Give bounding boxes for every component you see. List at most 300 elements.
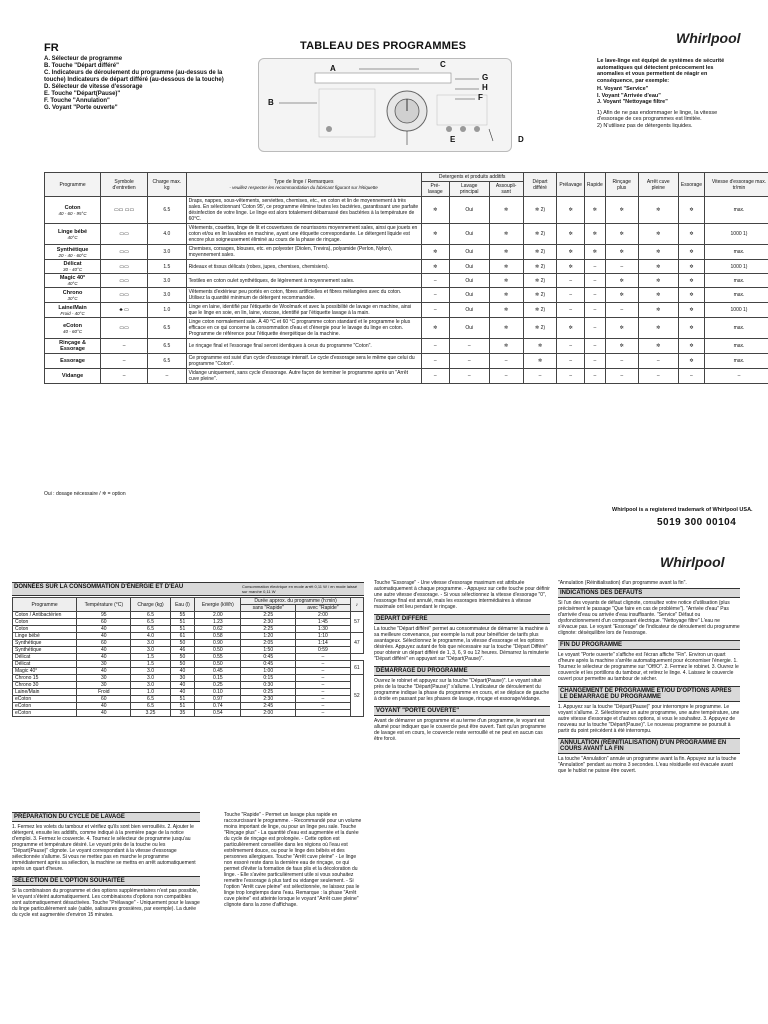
option-cell-lav: Oui xyxy=(449,224,489,245)
description-cell: Linge en laine, identifié par l'étiquette de Woolmark et avec la possibilité de lavage en machine, ainsi que le linge en soie, en lin, laine, viscose, identifié par l'étiquette lavage à la main. xyxy=(186,303,421,318)
option-cell-ass: – xyxy=(489,354,523,369)
option-cell-rp: – xyxy=(605,369,638,384)
option-cell-acp: ✲ xyxy=(638,245,678,260)
programme-temp: 40 - 60 - 95°C xyxy=(58,210,87,216)
option-cell-acp: ✲ xyxy=(638,274,678,288)
option-cell-acp: ✲ xyxy=(638,339,678,354)
option-cell-dep: – xyxy=(523,369,557,384)
col-type xyxy=(186,173,421,197)
option-cell-pre: – xyxy=(421,303,449,318)
consumption-cell: 2:30 xyxy=(241,619,296,626)
depart-title: DEPART DIFFERE xyxy=(374,614,550,624)
option-cell-r: – xyxy=(584,303,605,318)
consumption-cell: 40 xyxy=(170,682,195,689)
consumption-cell: 0.97 xyxy=(195,696,241,703)
consumption-cell: eCoton xyxy=(13,710,77,717)
care-symbol-cell: – xyxy=(101,339,148,354)
option-cell-dep: ✲ 2) xyxy=(523,274,557,288)
consumption-cell: Linge bébé xyxy=(13,633,77,640)
changement-text: 1. Appuyez sur la touche "Départ(Pause)" pour interrompre le programme. Le voyant s'allume. 2. Sélectionnez un autre programme, une autre température, une autre vitesse d'essorage et d'autres options, si vous le souhaitez. 3. Appuyez de nouveau sur la touche "Départ(Pause)". Le nouveau programme se poursuit à partir du point précédent à été interrompu. xyxy=(558,704,740,734)
consumption-title: DONNÉES SUR LA CONSOMMATION D'ÉNERGIE ET D'EAU xyxy=(14,584,184,590)
consumption-cell: Délicat xyxy=(13,654,77,661)
consumption-row xyxy=(13,682,364,689)
programme-row xyxy=(45,288,768,303)
option-cell-pre: ✲ xyxy=(421,197,449,224)
legend-item: C. Indicateurs de déroulement du programme (au-dessus de la touche) Indicateurs de départ différé (au-dessous de la touche) xyxy=(44,70,224,83)
option-cell-rp: – xyxy=(605,354,638,369)
consumption-cell: eCoton xyxy=(13,696,77,703)
consumption-row xyxy=(13,675,364,682)
option-cell-dep: ✲ 2) xyxy=(523,245,557,260)
consumption-cell: 40 xyxy=(77,703,131,710)
consumption-cell: 0.45 xyxy=(195,668,241,675)
option-cell-rp: – xyxy=(605,303,638,318)
charge-cell: 3.0 xyxy=(148,288,186,303)
programme-row xyxy=(45,303,768,318)
safety-item: I. Voyant "Arrivée d'eau" xyxy=(597,92,661,99)
description-cell: Rideaux et tissus délicats (robes, jupes, chemises, chemisiers). xyxy=(186,260,421,274)
care-symbol-cell: – xyxy=(101,354,148,369)
consumption-cell: 6.5 xyxy=(131,626,170,633)
option-cell-pre: ✲ xyxy=(421,260,449,274)
consumption-cell: 2:00 xyxy=(241,710,296,717)
consumption-cell: 6.5 xyxy=(131,696,170,703)
cons-col-duration: Durée approx. du programme (h:min) xyxy=(241,598,350,605)
option-cell-rp: ✲ xyxy=(605,224,638,245)
consumption-cell: – xyxy=(296,668,351,675)
consumption-row xyxy=(13,703,364,710)
option-cell-acp: ✲ xyxy=(638,288,678,303)
consumption-row xyxy=(13,668,364,675)
consumption-cell: 1:10 xyxy=(296,633,351,640)
charge-cell: 3.0 xyxy=(148,245,186,260)
page-title: TABLEAU DES PROGRAMMES xyxy=(300,40,467,52)
option-cell-ass: ✲ xyxy=(489,288,523,303)
programme-row xyxy=(45,339,768,354)
option-cell-ass: ✲ xyxy=(489,274,523,288)
programme-row xyxy=(45,245,768,260)
option-cell-vit: max. xyxy=(705,197,768,224)
safety-item: H. Voyant "Service" xyxy=(597,86,649,92)
consumption-cell: 30 xyxy=(77,682,131,689)
option-cell-p: – xyxy=(557,339,585,354)
consumption-cell: 51 xyxy=(170,626,195,633)
option-cell-rp: ✲ xyxy=(605,288,638,303)
legend-item: A. Sélecteur de programme xyxy=(44,56,123,62)
charge-cell: – xyxy=(148,369,186,384)
cons-col-energie: Energie (kWh) xyxy=(195,598,241,612)
option-cell-vit: – xyxy=(705,369,768,384)
depart-text: La touche "Départ différé" permet au consommateur de démarrer la machine à sa meilleure convenance, par exemple la nuit pour bénéficier de tarifs plus avantageux. Sélectionnez le programme, la vitesse d'essorage et les options désirées. Appuyez autant de fois que nécessaire sur la touche "Départ Différé" pour obtenir un départ différé de 1, 3, 6, 9 ou 12 heures. Démarrez la minuterie "Départ différé" en appuyant sur "Départ(Pause)". xyxy=(374,626,549,662)
defauts-title: INDICATIONS DES DEFAUTS xyxy=(558,588,740,598)
noise-icon: ♪ xyxy=(350,598,363,612)
porte-text: Avant de démarrer un programme et au terme d'un programme, le voyant est allumé pour indiquer que le couvercle peut être ouvert. Tant qu'un programme de lavage est en cours, le couvercle reste verrouillé et ne peut en aucun cas être forcé. xyxy=(374,718,547,742)
consumption-cell: 40 xyxy=(77,710,131,717)
panel-label-b: B xyxy=(268,98,274,107)
option-cell-acp: ✲ xyxy=(638,260,678,274)
consumption-cell: – xyxy=(296,710,351,717)
option-cell-p: – xyxy=(557,303,585,318)
demarrage-title: DÉMARRAGE DU PROGRAMME xyxy=(374,666,550,676)
consumption-cell: 2.00 xyxy=(195,612,241,619)
programme-label: Linge bébé xyxy=(58,228,88,235)
option-cell-dep: ✲ 2) xyxy=(523,197,557,224)
programme-name xyxy=(45,274,101,288)
option-cell-rp: ✲ xyxy=(605,339,638,354)
safety-footnote: 2) N'utilisez pas de détergents liquides. xyxy=(597,122,693,129)
panel-label-a: A xyxy=(330,64,336,73)
consumption-row xyxy=(13,619,364,626)
col-opt-rincage: Rinçage plus xyxy=(605,173,638,197)
panel-label-c: C xyxy=(440,60,446,69)
cons-col-charge: Charge (kg) xyxy=(131,598,170,612)
consumption-cell: – xyxy=(296,682,351,689)
brand-logo: Whirlpool xyxy=(676,30,741,46)
care-symbol-cell: ▭▭ xyxy=(101,245,148,260)
consumption-cell: 50 xyxy=(170,640,195,647)
option-cell-lav: Oui xyxy=(449,245,489,260)
consumption-row xyxy=(13,661,364,668)
defauts-text: Si l'un des voyants de défaut clignote, consultez votre notice d'utilisation (plus précisément le passage "Que faire en cas de problème"). "Arrivée d'eau" Pas d'arrivée d'eau ou arrivée d'eau insuffisante. "Service" Défaut ou dysfonctionnement d'un composant électrique. "Nettoyage filtre" L'eau ne s'évacue pas. Le voyant "Essorage" de l'indicateur de déroulement du programme clignote: déséquilibre lors de l'essorage. xyxy=(558,600,740,636)
option-cell-acp: ✲ xyxy=(638,224,678,245)
consumption-cell: 4.0 xyxy=(131,633,170,640)
option-cell-p: ✲ xyxy=(557,260,585,274)
option-cell-pre: – xyxy=(421,339,449,354)
option-cell-p: – xyxy=(557,274,585,288)
fin-title: FIN DU PROGRAMME xyxy=(558,640,740,650)
consumption-cell: 0:59 xyxy=(296,647,351,654)
consumption-cell: – xyxy=(296,661,351,668)
col-type-sub: - veuillez respecter les recommandation du fabricant figurant sur l'étiquette xyxy=(229,185,378,190)
care-symbol-cell: ▭▭ xyxy=(101,318,148,339)
option-cell-r: – xyxy=(584,369,605,384)
col-symbol: Symbole d'entretien xyxy=(101,173,148,197)
option-cell-dep: ✲ 2) xyxy=(523,260,557,274)
consumption-cell: 1.0 xyxy=(131,689,170,696)
option-cell-pre: ✲ xyxy=(421,245,449,260)
table-footnote: Oui : dosage nécessaire / ✲ = option xyxy=(44,491,126,497)
cons-col-temp: Température (°C) xyxy=(77,598,131,612)
care-symbol-cell: – xyxy=(101,369,148,384)
option-cell-rp: ✲ xyxy=(605,197,638,224)
description-cell: Vêtements d'extérieur peu portés en coton, fibres artificielles et fibres mélangées avec du coton. Utilisez la quantité minimum de détergent recommandée. xyxy=(186,288,421,303)
charge-cell: 4.0 xyxy=(148,224,186,245)
option-cell-lav: Oui xyxy=(449,288,489,303)
option-cell-lav: Oui xyxy=(449,303,489,318)
consumption-row xyxy=(13,647,364,654)
option-cell-ess: ✲ xyxy=(678,224,704,245)
consumption-cell: 1.5 xyxy=(131,654,170,661)
programme-temp: 40°C xyxy=(67,281,78,286)
consumption-cell: 0:30 xyxy=(241,682,296,689)
programme-label: Rinçage & Essorage xyxy=(59,340,86,352)
option-cell-rp: ✲ xyxy=(605,245,638,260)
consumption-cell: 2:45 xyxy=(241,703,296,710)
charge-cell: 6.5 xyxy=(148,318,186,339)
prep-text: 1. Fermez les volets du tambour et vérifiez qu'ils sont bien verrouillés. 2. Ajouter le détergent, ensuite les additifs, comme indiqué à la première page de la notice d'emploi. 3. Fermez le couvercle. 4. Tournez le sélecteur de programme jusqu'au programme et température désiré. Le voyant près de la touche ou les "Départ(Pause)" clignote. Le voyant correspondant à la vitesse d'essorage sélectionnée s'allume. Si vous ne mettez pas en marche le programme immédiatement après sa sélection, la machine se mettra en arrêt automatiquement après un quart d'heure. xyxy=(12,824,196,872)
col-detergents: Detergents et produits additifs xyxy=(421,173,523,182)
option-cell-ess: ✲ xyxy=(678,197,704,224)
consumption-cell: 0.74 xyxy=(195,703,241,710)
charge-cell: 1.0 xyxy=(148,303,186,318)
consumption-row xyxy=(13,710,364,717)
option-cell-rp: – xyxy=(605,260,638,274)
consumption-cell: 40 xyxy=(77,668,131,675)
option-cell-p: – xyxy=(557,288,585,303)
programme-temp: 20 - 40 - 60°C xyxy=(58,252,87,258)
noise-level-cell: 52 xyxy=(350,675,363,717)
consumption-row xyxy=(13,640,364,647)
programme-name xyxy=(45,303,101,318)
consumption-cell: 40 xyxy=(77,647,131,654)
consumption-cell: Coton xyxy=(13,626,77,633)
programme-row xyxy=(45,274,768,288)
consumption-cell: 6.5 xyxy=(131,703,170,710)
consumption-cell: 0.55 xyxy=(195,654,241,661)
option-cell-ass: ✲ xyxy=(489,197,523,224)
option-cell-rp: ✲ xyxy=(605,274,638,288)
safety-lead: Le lave-linge est équipé de systèmes de sécurité automatiques qui détectent précocement les anomalies et vous permettent de réagir en conséquence, par exemple: xyxy=(597,58,725,84)
description-cell: Ce programme est suivi d'un cycle d'essorage intensif. Le cycle d'essorage sera le même que celui du programme "Coton". xyxy=(186,354,421,369)
consumption-cell: 0:15 xyxy=(241,675,296,682)
programme-label: Vidange xyxy=(61,373,84,379)
consumption-cell: – xyxy=(296,654,351,661)
option-cell-ess: ✲ xyxy=(678,339,704,354)
programme-temp: 30°C xyxy=(67,295,78,301)
option-cell-vit: 1000 1) xyxy=(705,260,768,274)
legend-item: F. Touche "Annulation" xyxy=(44,98,110,104)
consumption-cell: 51 xyxy=(170,696,195,703)
care-symbol-cell: ▭▭ xyxy=(101,224,148,245)
cons-col-eau: Eau (l) xyxy=(170,598,195,612)
cons-col-programme: Programme xyxy=(13,598,77,612)
fin-text: Le voyant "Porte ouverte" s'affiche est l'écran affiche "Fin". Environ un quart d'heure après la machine s'arrête automatiquement pour économiser l'énergie. 1. Tournez le sélecteur de programme sur "Off/O". 2. Fermez le robinet. 3. Ouvrez le couvercle et les portillons du tambour, et retirez le linge. 4. Laissez le couvercle ouvert pour permettre au tambour de sécher. xyxy=(558,652,739,682)
option-cell-dep: ✲ 2) xyxy=(523,303,557,318)
programme-row xyxy=(45,354,768,369)
charge-cell: 6.5 xyxy=(148,354,186,369)
consumption-cell: 1:30 xyxy=(296,626,351,633)
consumption-cell: – xyxy=(296,703,351,710)
option-cell-ass: ✲ xyxy=(489,245,523,260)
consumption-cell: 30 xyxy=(77,675,131,682)
consumption-cell: 3.0 xyxy=(131,675,170,682)
left-column xyxy=(12,812,200,918)
annulation-title: ANNULATION (RÉINITIALISATION) D'UN PROGRAMME EN COURS AVANT LA FIN xyxy=(558,738,740,754)
brand-logo: Whirlpool xyxy=(660,554,725,570)
consumption-cell: 2:30 xyxy=(241,696,296,703)
consumption-cell: Laine/Main xyxy=(13,689,77,696)
consumption-cell: Délicat xyxy=(13,661,77,668)
option-cell-pre: – xyxy=(421,354,449,369)
part-number: 5019 300 00104 xyxy=(657,517,737,528)
consumption-cell: 0.54 xyxy=(195,710,241,717)
programme-row xyxy=(45,260,768,274)
option-cell-pre: – xyxy=(421,369,449,384)
safety-item: J. Voyant "Nettoyage filtre" xyxy=(597,99,668,105)
consumption-cell: eCoton xyxy=(13,703,77,710)
mid-column xyxy=(224,812,364,908)
instructions-sheet xyxy=(0,540,768,1024)
option-cell-ess: ✲ xyxy=(678,288,704,303)
programme-name xyxy=(45,224,101,245)
center-column xyxy=(374,580,550,742)
option-cell-r: – xyxy=(584,288,605,303)
option-cell-r: – xyxy=(584,339,605,354)
col-prelavage: Pré-lavage xyxy=(421,182,449,197)
programme-table xyxy=(44,172,768,384)
programme-name xyxy=(45,260,101,274)
programme-name xyxy=(45,197,101,224)
consumption-row xyxy=(13,654,364,661)
option-cell-ass: ✲ xyxy=(489,224,523,245)
programme-row xyxy=(45,369,768,384)
programme-label: Coton xyxy=(64,204,81,211)
option-cell-acp: ✲ xyxy=(638,318,678,339)
consumption-cell: 0.15 xyxy=(195,675,241,682)
col-vitesse: Vitesse d'essorage max. tr/min xyxy=(705,173,768,197)
consumption-cell: 6.5 xyxy=(131,619,170,626)
cons-col-avec: avec "Rapide" xyxy=(296,605,351,612)
consumption-cell: 1:45 xyxy=(296,619,351,626)
option-title: SÉLECTION DE L'OPTION SOUHAITÉE xyxy=(12,876,200,886)
panel-label-f: F xyxy=(478,93,483,102)
option-cell-p: ✲ xyxy=(557,245,585,260)
consumption-row xyxy=(13,626,364,633)
option-cell-ass: – xyxy=(489,369,523,384)
option-cell-ess: ✲ xyxy=(678,260,704,274)
programme-temp: 40 - 60°C xyxy=(63,328,83,334)
option-text: Si la combinaison du programme et des options supplémentaires n'est pas possible, le voyant s'éteint automatiquement. Les combinaisons d'options non compatibles sont automatiquement désactivées. Touche "Prélavage" - Uniquement pour le lavage du linge particulièrement sale (sable, salissures grossières, par exemple). La durée du cycle est augmentée d'environ 15 minutes. xyxy=(12,888,200,918)
control-legend xyxy=(44,56,224,112)
option-cell-ess: ✲ xyxy=(678,318,704,339)
consumption-cell: 40 xyxy=(170,689,195,696)
description-cell: Chemises, corsages, blouses, etc. en polyester (Diolen, Trevira), polyamide (Perlon, Nylon), moyennement sales. xyxy=(186,245,421,260)
care-symbol-cell: ♣ ▭ xyxy=(101,303,148,318)
consumption-cell: 40 xyxy=(77,654,131,661)
option-cell-ass: ✲ xyxy=(489,260,523,274)
consumption-title-bar xyxy=(12,582,364,596)
option-cell-p: ✲ xyxy=(557,224,585,245)
option-cell-ass: ✲ xyxy=(489,303,523,318)
consumption-cell: – xyxy=(296,689,351,696)
option-cell-lav: Oui xyxy=(449,197,489,224)
programme-label: Laine/Main xyxy=(58,304,87,311)
consumption-cell: 0:45 xyxy=(241,654,296,661)
language-code: FR xyxy=(44,42,59,54)
porte-title: VOYANT "PORTE OUVERTE" xyxy=(374,706,550,716)
consumption-cell: 30 xyxy=(77,661,131,668)
option-cell-ess: ✲ xyxy=(678,303,704,318)
consumption-cell: 3.0 xyxy=(131,668,170,675)
programme-temp: 30 - 40°C xyxy=(63,267,83,272)
option-cell-r: ✲ xyxy=(584,224,605,245)
option-cell-ess: ✲ xyxy=(678,274,704,288)
option-cell-r: ✲ xyxy=(584,245,605,260)
programme-label: Essorage xyxy=(60,358,85,364)
option-cell-lav: – xyxy=(449,339,489,354)
option-cell-r: – xyxy=(584,274,605,288)
description-cell: Vêtements, couettes, linge de lit et couvertures de nourrissons moyennement sales, ainsi que jouets en coton et/ou en lin lavables en machine, ayant une étiquette correspondante. Le détergent liquide est encore plus soigneusement éliminé au cours de la phase de rinçage. xyxy=(186,224,421,245)
essorage-text: Touche "Essorage" - Une vitesse d'essorage maximum est attribuée automatiquement à chaque programme. - Appuyez sur cette touche pour définir une autre vitesse d'essorage. - Si vous sélectionnez la vitesse d'essorage "0", l'essorage final est annulé, mais les essorages intermédiaires à vitesse maximale ont lieu pendant le rinçage. xyxy=(374,580,550,610)
description-cell: Vidange uniquement, sans cycle d'essorage. Autre façon de terminer le programme après un "Arrêt cuve pleine". xyxy=(186,369,421,384)
consumption-cell: 60 xyxy=(77,696,131,703)
option-cell-dep: ✲ xyxy=(523,339,557,354)
consumption-cell: 61 xyxy=(170,633,195,640)
consumption-cell: 3.0 xyxy=(131,640,170,647)
charge-cell: 1.5 xyxy=(148,260,186,274)
option-cell-p: ✲ xyxy=(557,197,585,224)
consumption-cell: Synthétique xyxy=(13,647,77,654)
col-assoupl: Assoupli-sant xyxy=(489,182,523,197)
care-symbol-cell: ▭▭ xyxy=(101,260,148,274)
consumption-cell: 51 xyxy=(170,619,195,626)
consumption-cell: 0.50 xyxy=(195,647,241,654)
control-panel-drawing xyxy=(259,59,511,151)
option-cell-rp: ✲ xyxy=(605,318,638,339)
option-cell-pre: – xyxy=(421,274,449,288)
programme-name xyxy=(45,288,101,303)
care-symbol-cell: ▭▭ xyxy=(101,288,148,303)
programme-label: Délicat xyxy=(63,261,82,267)
consumption-cell: Magic 40° xyxy=(13,668,77,675)
consumption-cell: 50 xyxy=(170,654,195,661)
option-cell-lav: Oui xyxy=(449,318,489,339)
consumption-cell: 3.0 xyxy=(131,647,170,654)
option-cell-vit: max. xyxy=(705,354,768,369)
col-opt-rapide: Rapide xyxy=(584,173,605,197)
consumption-cell: 1:00 xyxy=(241,668,296,675)
col-opt-essorage: Essorage xyxy=(678,173,704,197)
option-cell-r: ✲ xyxy=(584,197,605,224)
consumption-cell: 1.5 xyxy=(131,661,170,668)
option-cell-lav: Oui xyxy=(449,260,489,274)
option-cell-ass: ✲ xyxy=(489,339,523,354)
consumption-cell: 30 xyxy=(170,675,195,682)
consumption-cell: 1:20 xyxy=(241,633,296,640)
consumption-block xyxy=(12,582,364,717)
consumption-cell: 46 xyxy=(170,647,195,654)
consumption-cell: 3.25 xyxy=(131,710,170,717)
option-cell-lav: – xyxy=(449,369,489,384)
description-cell: Textiles en coton ou/et synthétiques, de légèrement à moyennement sales. xyxy=(186,274,421,288)
cons-col-sans: sans "Rapide" xyxy=(241,605,296,612)
description-cell: Draps, nappes, sous-vêtements, serviettes, chemises, etc., en coton et lin de moyennement à très sales. En sélectionnant 'Coton 95', ce programme élimine toutes les bactéries, garantissant une parfaite désinfection de votre linge. Le linge est alors totalement débarrassé des bactéries à la température de 60°C. xyxy=(186,197,421,224)
demarrage-text: Ouvrez le robinet et appuyez sur la touche "Départ(Pause)". Le voyant situé près de la touche "Départ(Pause)" s'allume. L'indicateur de déroulement du programme indique la phase du programme en cours, et se déplace de gauche à droite en passant par les phases de lavage, rinçage et essorage/vidange. xyxy=(374,678,550,702)
option-cell-vit: max. xyxy=(705,288,768,303)
option-cell-acp: ✲ xyxy=(638,197,678,224)
col-lavage: Lavage principal xyxy=(449,182,489,197)
consumption-row xyxy=(13,633,364,640)
changement-title: CHANGEMENT DE PROGRAMME ET/OU D'OPTIONS APRES LE DEMARRAGE DU PROGRAMME xyxy=(558,686,740,702)
panel-label-h: H xyxy=(482,83,488,92)
consumption-cell: Coton / Antibactérien xyxy=(13,612,77,619)
legend-item: E. Touche "Départ(Pause)" xyxy=(44,91,121,97)
options-text: Touche "Rapide" - Permet un lavage plus rapide en raccourcissant le programme. - Recommandé pour un volume moins important de linge, ou pour un linge peu sale. Touche "Rinçage plus" - La quantité d'eau est augmentée et la durée du cycle de rinçage est prolongée. - Cette option est particulièrement conseillée dans les régions où l'eau est extrêmement douce, ou pour le linge des bébés et des personnes allergiques. Touche "Arrêt cuve pleine" - Le linge non essoré reste dans la dernière eau de rinçage, ce qui permet d'éviter la formation de faux plis et la décoloration du linge. - Elle s'avère particulièrement utile si vous souhaitez remettre l'essorage à plus tard ou vidanger seulement. - Si l'option "Arrêt cuve pleine" est sélectionnée, ne laissez pas le linge trop longtemps dans l'eau. Remarque : la phase "Arrêt cuve pleine" est atteinte lorsque le voyant "Arrêt cuve pleine" clignote dans la zone d'affichage. xyxy=(224,812,362,908)
consumption-cell: – xyxy=(296,696,351,703)
safety-footnote: 1) Afin de ne pas endommager le linge, la vitesse d'essorage de ces programmes est limitée. xyxy=(597,109,718,122)
consumption-cell: 0.58 xyxy=(195,633,241,640)
legend-item: D. Sélecteur de vitesse d'essorage xyxy=(44,84,143,90)
consumption-cell: Chrono 15 xyxy=(13,675,77,682)
option-cell-p: – xyxy=(557,369,585,384)
consumption-note: Consommation électrique en mode arrêt 0,11 W / en mode laissé sur marche 0,11 W xyxy=(242,584,358,594)
option-cell-ess: ✲ xyxy=(678,354,704,369)
annulation-text: La touche "Annulation" annule un programme avant la fin. Appuyez sur la touche "Annulation" pendant au moins 3 secondes. L'eau résiduelle est évacuée avant que le hublot ne puisse être ouvert. xyxy=(558,756,737,774)
consumption-cell: 35 xyxy=(170,710,195,717)
legend-item: B. Touche "Départ différé" xyxy=(44,63,119,69)
option-cell-p: – xyxy=(557,354,585,369)
programme-temp: Froid - 40°C xyxy=(60,310,85,316)
